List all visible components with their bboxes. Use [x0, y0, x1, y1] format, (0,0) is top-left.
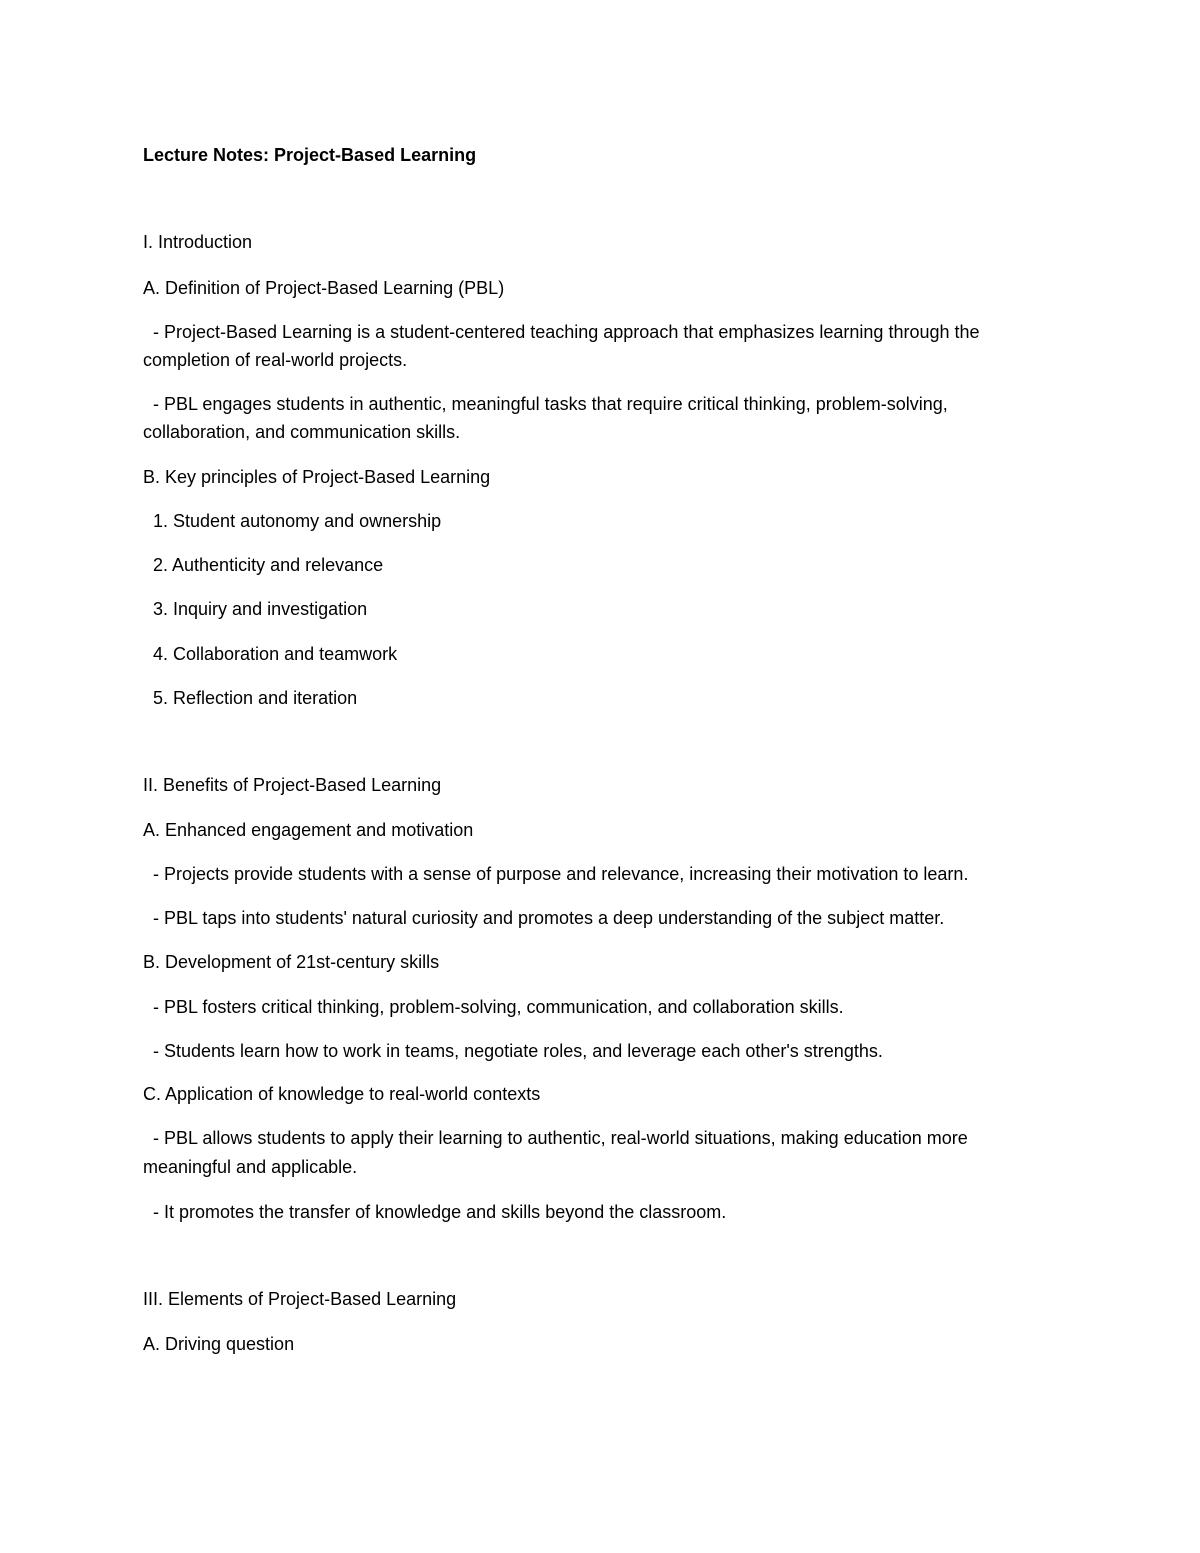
section-2c-bullet-1-line-1: - PBL allows students to apply their learning to authentic, real-world situations, making education more — [143, 1128, 968, 1148]
section-2c-bullet-2: - It promotes the transfer of knowledge and skills beyond the classroom. — [143, 1202, 727, 1222]
section-2b-bullet-1: - PBL fosters critical thinking, problem-solving, communication, and collaboration skills. — [143, 997, 844, 1017]
section-3-heading: III. Elements of Project-Based Learning — [143, 1289, 457, 1309]
section-2c-bullet-1-line-2: meaningful and applicable. — [143, 1157, 358, 1177]
principle-item-4: 4. Collaboration and teamwork — [143, 644, 398, 664]
section-2-heading: II. Benefits of Project-Based Learning — [143, 775, 442, 795]
section-2c-heading: C. Application of knowledge to real-world contexts — [143, 1084, 541, 1104]
section-3a-heading: A. Driving question — [143, 1334, 295, 1354]
principle-item-5: 5. Reflection and iteration — [143, 688, 358, 708]
section-2a-bullet-1: - Projects provide students with a sense of purpose and relevance, increasing their motivation to learn. — [143, 864, 969, 884]
principle-item-3: 3. Inquiry and investigation — [143, 599, 368, 619]
section-1a-heading: A. Definition of Project-Based Learning (PBL) — [143, 278, 505, 298]
section-2a-bullet-2: - PBL taps into students' natural curiosity and promotes a deep understanding of the subject matter. — [143, 908, 945, 928]
principle-item-2: 2. Authenticity and relevance — [143, 555, 384, 575]
section-1a-bullet-1-line-1: - Project-Based Learning is a student-centered teaching approach that emphasizes learning through the — [143, 322, 980, 342]
document-title: Lecture Notes: Project-Based Learning — [143, 145, 477, 165]
section-1a-bullet-2-line-2: collaboration, and communication skills. — [143, 422, 461, 442]
section-1b-heading: B. Key principles of Project-Based Learning — [143, 467, 491, 487]
section-1-heading: I. Introduction — [143, 232, 253, 252]
section-2b-heading: B. Development of 21st-century skills — [143, 952, 440, 972]
section-1a-bullet-1-line-2: completion of real-world projects. — [143, 350, 408, 370]
section-1a-bullet-2-line-1: - PBL engages students in authentic, meaningful tasks that require critical thinking, problem-solving, — [143, 394, 948, 414]
principle-item-1: 1. Student autonomy and ownership — [143, 511, 442, 531]
section-2a-heading: A. Enhanced engagement and motivation — [143, 820, 474, 840]
section-2b-bullet-2: - Students learn how to work in teams, negotiate roles, and leverage each other's strengths. — [143, 1041, 883, 1061]
